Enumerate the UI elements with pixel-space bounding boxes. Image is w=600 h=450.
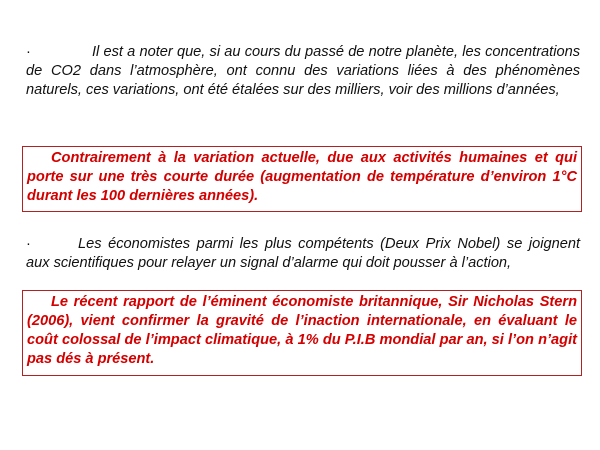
highlight-text: Le récent rapport de l’éminent économiste britannique, Sir Nicholas Stern (2006), vient confirmer la gravité de l’inaction internationale, en évaluant le coût colossal de l’impact climatique, à 1% du P.I.B mondial par an, si l’on n’agit pas dés à présent. <box>27 294 577 367</box>
paragraph-co2-natural-variations <box>26 43 580 100</box>
paragraph-economists-alarm <box>26 235 580 273</box>
bullet-marker: · <box>26 236 31 252</box>
highlight-box-current-variation <box>22 146 582 212</box>
highlight-text: Contrairement à la variation actuelle, due aux activités humaines et qui porte sur une très courte durée (augmentation de température d’environ 1°C durant les 100 dernières années). <box>27 150 577 204</box>
paragraph-text: Il est a noter que, si au cours du passé de notre planète, les concentrations de CO2 dans l’atmosphère, ont connu des variations liées à des phénomènes naturels, ces variations, ont été étalées sur des milliers, voir des millions d’années, <box>26 44 580 98</box>
highlight-box-stern-report <box>22 290 582 376</box>
paragraph-text: Les économistes parmi les plus compétents (Deux Prix Nobel) se joignent aux scientifiques pour relayer un signal d’alarme qui doit pousser à l’action, <box>26 236 580 271</box>
bullet-marker: · <box>26 44 31 60</box>
